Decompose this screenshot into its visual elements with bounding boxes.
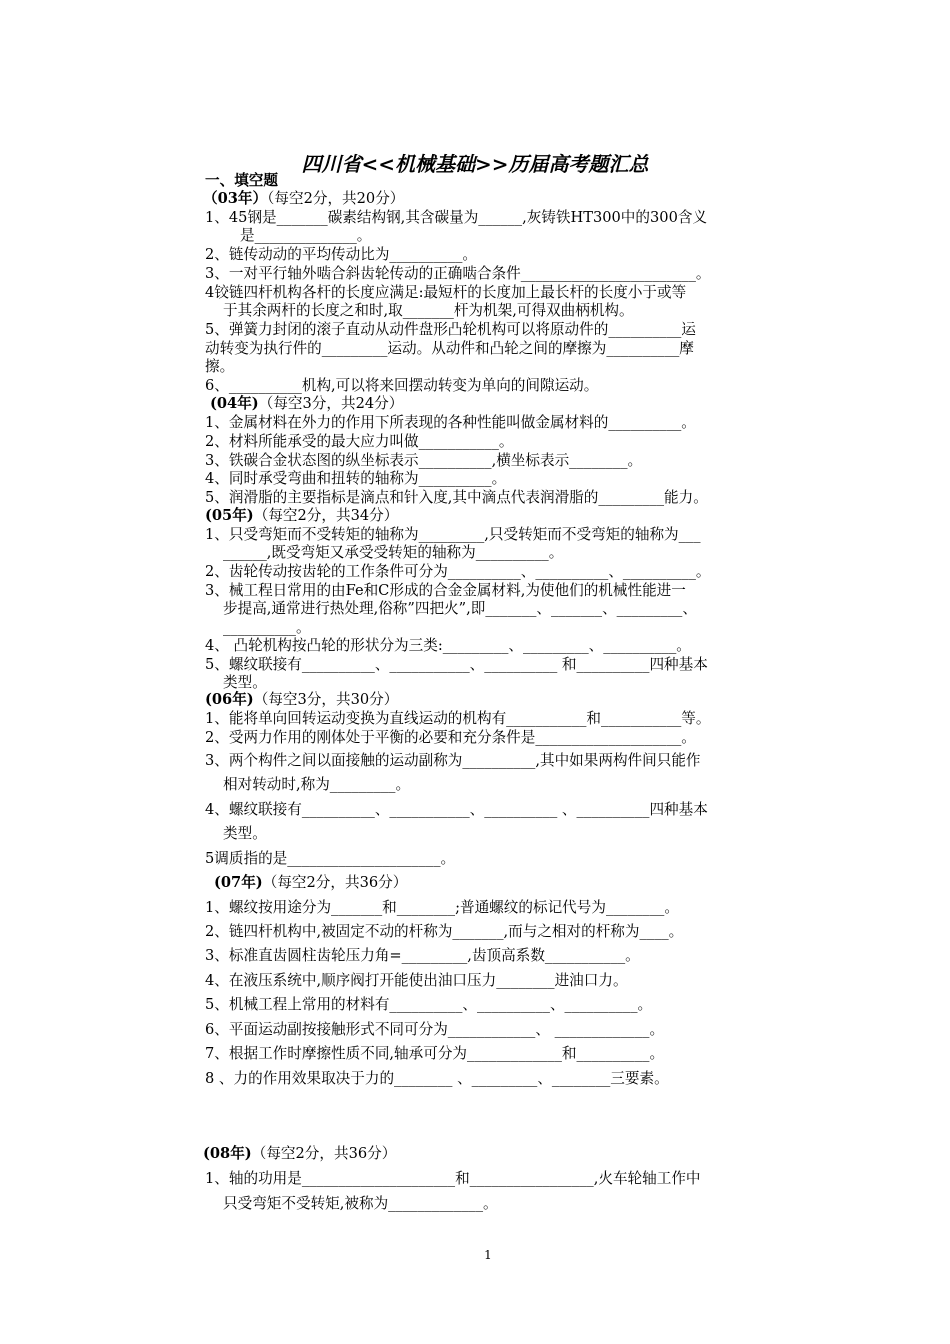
- question-line: 1、螺纹按用途分为_______和________;普通螺纹的标记代号为________。: [205, 899, 679, 916]
- score-note: （每空2分，共20分）: [267, 190, 405, 207]
- score-note: （每空3分，共30分）: [253, 691, 399, 708]
- question-line: 3、铁碳合金状态图的纵坐标表示__________,横坐标表示________。: [205, 452, 643, 469]
- score-note: （每空2分，共36分）: [262, 874, 408, 891]
- question-line: 5、弹簧力封闭的滚子直动从动件盘形凸轮机构可以将原动件的__________运: [205, 321, 696, 338]
- year-label: (05年): [205, 507, 254, 524]
- year-label: (04年): [210, 395, 259, 412]
- question-line: 擦。: [205, 358, 235, 375]
- question-line: 4、同时承受弯曲和扭转的轴称为__________。: [205, 470, 507, 487]
- question-line: 类型。: [223, 825, 267, 842]
- section-heading: 一、填空题: [205, 172, 278, 189]
- question-line: 1、45钢是_______碳素结构钢,其含碳量为______,灰铸铁HT300中的300含义: [205, 209, 708, 226]
- question-line: 1、轴的功用是_____________________和_________________,火车轮轴工作中: [205, 1170, 701, 1187]
- question-line: 2、材料所能承受的最大应力叫做___________。: [205, 433, 514, 450]
- year-label: （03年）: [203, 190, 268, 207]
- question-line: 2、链四杆机构中,被固定不动的杆称为_______,而与之相对的杆称为____。: [205, 923, 684, 940]
- question-line: 7、根据工作时摩擦性质不同,轴承可分为_____________和__________。: [205, 1045, 665, 1062]
- question-line: 5、螺纹联接有__________、___________、__________ 和__________四种基本: [205, 656, 708, 673]
- question-line: 1、只受弯矩而不受转矩的轴称为_________,只受转矩而不受弯矩的轴称为___: [205, 526, 701, 543]
- question-line: 2、链传动动的平均传动比为__________。: [205, 246, 477, 263]
- question-line: 4、在液压系统中,顺序阀打开能使出油口压力________进油口力。: [205, 972, 628, 989]
- year-header-08: [203, 1145, 396, 1163]
- question-line: 3、械工程日常用的由Fe和C形成的合金金属材料,为使他们的机械性能进一: [205, 582, 686, 599]
- question-line: 步提高,通常进行热处理,俗称”四把火”,即_______、_______、_________、: [223, 600, 697, 617]
- question-line: 4、螺纹联接有__________、___________、__________ 、__________四种基本: [205, 801, 708, 818]
- score-note: （每空2分，共34分）: [253, 507, 399, 524]
- question-line: 4、 凸轮机构按凸轮的形状分为三类:_________、_________、__________。: [205, 637, 691, 654]
- question-line: 3、一对平行轴外啮合斜齿轮传动的正确啮合条件________________________。: [205, 265, 711, 282]
- question-line: 类型。: [223, 674, 267, 691]
- score-note: （每空3分，共24分）: [258, 395, 404, 412]
- year-header-03: [203, 190, 404, 208]
- question-line: 3、两个构件之间以面接触的运动副称为__________,其中如果两构件间只能作: [205, 752, 701, 769]
- year-header-04: [210, 395, 403, 413]
- question-line: 只受弯矩不受转矩,被称为_____________。: [223, 1195, 498, 1212]
- question-line: 8 、力的作用效果取决于力的________ 、_________、________三要素。: [205, 1070, 669, 1087]
- year-label: (06年): [205, 691, 254, 708]
- document-title: 四川省<<机械基础>>历届高考题汇总: [301, 152, 649, 176]
- question-line: 2、受两力作用的刚体处于平衡的必要和充分条件是____________________。: [205, 729, 696, 746]
- question-line: 2、齿轮传动按齿轮的工作条件可分为__________、__________、__________。: [205, 563, 711, 580]
- year-header-07: [214, 874, 407, 892]
- question-line: 5调质指的是_____________________。: [205, 850, 456, 867]
- question-line: 1、能将单向回转运动变换为直线运动的机构有___________和___________等。: [205, 710, 711, 727]
- question-line: __________。: [223, 619, 311, 636]
- year-label: (08年): [203, 1145, 252, 1162]
- page-number: 1: [484, 1248, 492, 1262]
- question-line: 4铰链四杆机构各杆的长度应满足:最短杆的长度加上最长杆的长度小于或等: [205, 284, 687, 301]
- question-line: 于其余两杆的长度之和时,取_______杆为机架,可得双曲柄机构。: [223, 302, 634, 319]
- question-line: 5、润滑脂的主要指标是滴点和针入度,其中滴点代表润滑脂的_________能力。: [205, 489, 708, 506]
- year-header-06: [205, 691, 398, 709]
- question-line: 6、__________机构,可以将来回摆动转变为单向的间隙运动。: [205, 377, 599, 394]
- question-line: 相对转动时,称为_________。: [223, 776, 411, 793]
- question-line: 5、机械工程上常用的材料有__________、__________、__________。: [205, 996, 653, 1013]
- question-line: 是______________。: [240, 227, 372, 244]
- question-line: ______,既受弯矩又承受受转矩的轴称为__________。: [223, 544, 564, 561]
- year-label: (07年): [214, 874, 263, 891]
- year-header-05: [205, 507, 398, 525]
- question-line: 1、金属材料在外力的作用下所表现的各种性能叫做金属材料的__________。: [205, 414, 696, 431]
- question-line: 3、标准直齿圆柱齿轮压力角=_________,齿顶高系数___________。: [205, 947, 640, 964]
- question-line: 动转变为执行件的_________运动。从动件和凸轮之间的摩擦为__________摩: [205, 340, 694, 357]
- question-line: 6、平面运动副按接触形式不同可分为____________、 _____________。: [205, 1021, 665, 1038]
- score-note: （每空2分，共36分）: [251, 1145, 397, 1162]
